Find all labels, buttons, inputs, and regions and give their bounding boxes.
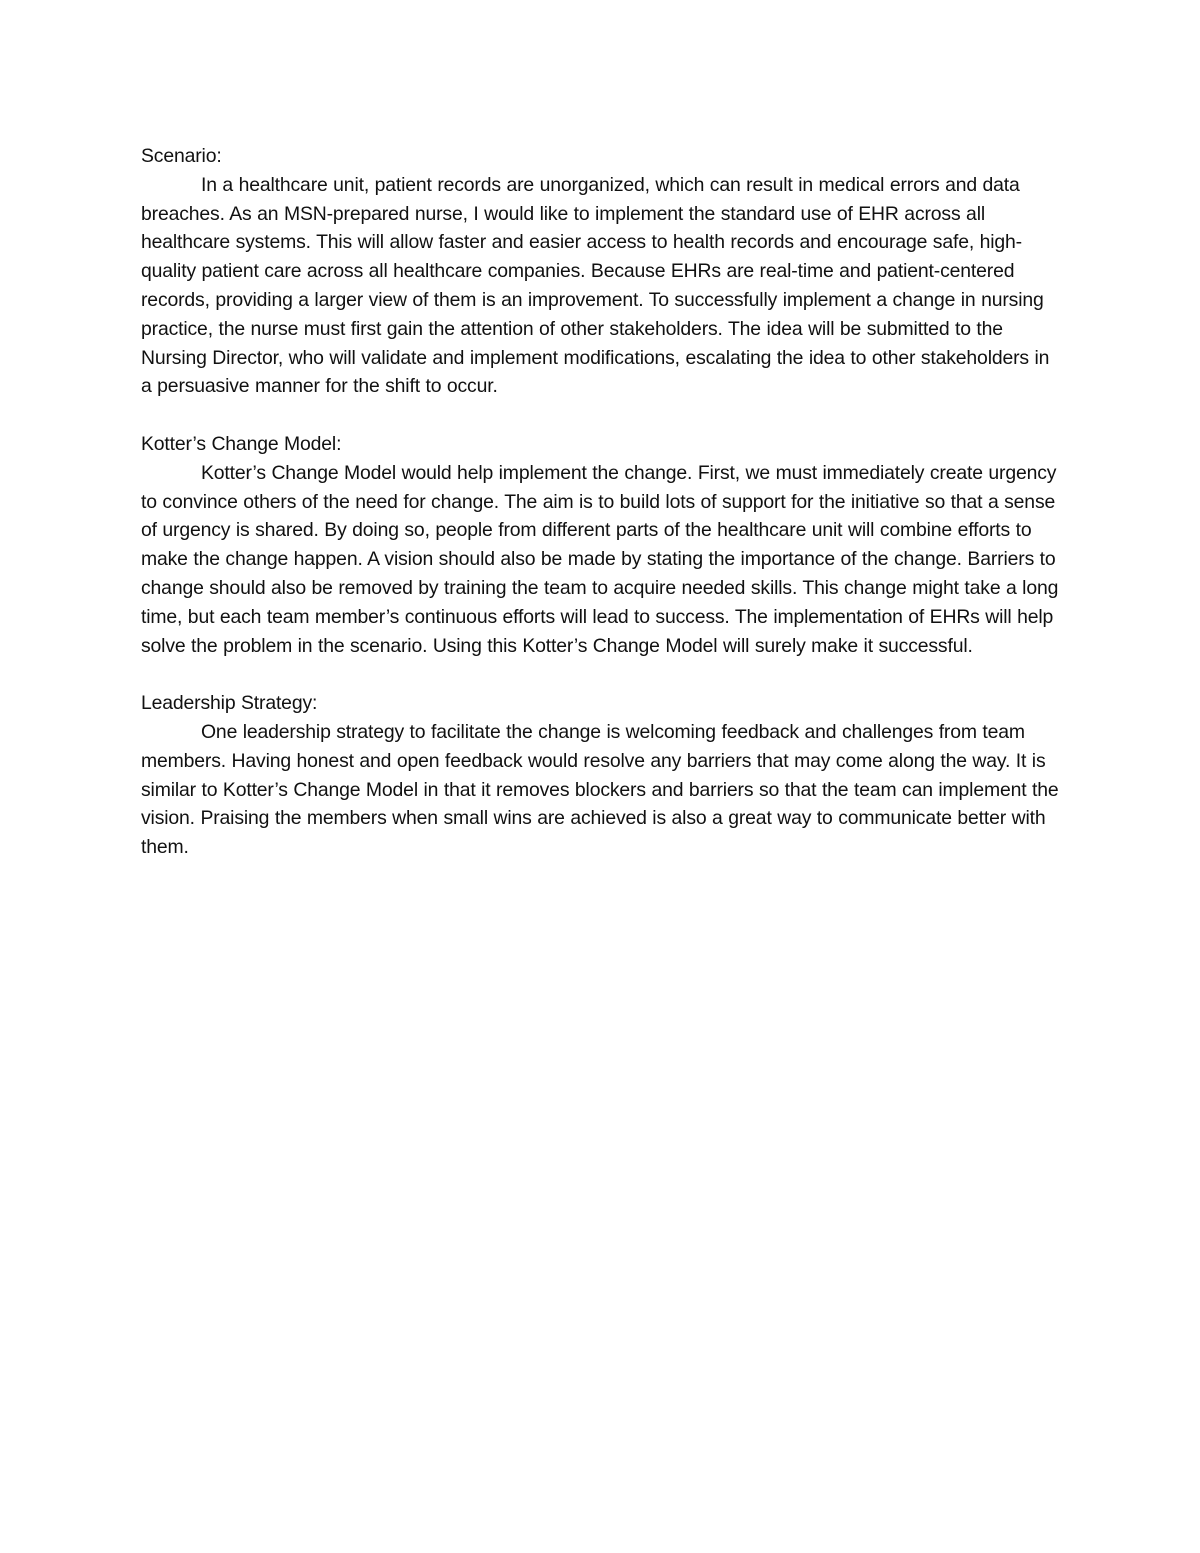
section-leadership-strategy — [141, 689, 1061, 862]
section-heading: Leadership Strategy: — [141, 692, 318, 715]
section-paragraph: In a healthcare unit, patient records are unorganized, which can result in medical errors and data breaches. As an MSN-prepared nurse, I would like to implement the standard use of EHR across all healthcare systems. This will allow faster and easier access to health records and encourage safe, high-quality patient care across all healthcare companies. Because EHRs are real-time and patient-centered records, providing a larger view of them is an improvement. To successfully implement a change in nursing practice, the nurse must first gain the attention of other stakeholders. The idea will be submitted to the Nursing Director, who will validate and implement modifications, escalating the idea to other stakeholders in a persuasive manner for the shift to occur. — [141, 173, 1050, 398]
section-heading: Scenario: — [141, 145, 222, 167]
section-scenario — [141, 142, 1061, 401]
section-kotters-change-model — [141, 430, 1061, 660]
section-paragraph: Kotter’s Change Model would help implement the change. First, we must immediately create urgency to convince others of the need for change. The aim is to build lots of support for the initiative so that a sense of urgency is shared. By doing so, people from different parts of the healthcare unit will combine efforts to make the change happen. A vision should also be made by stating the importance of the change. Barriers to change should also be removed by training the team to acquire needed skills. This change might take a long time, but each team member’s continuous efforts will lead to success. The implementation of EHRs will help solve the problem in the scenario. Using this Kotter’s Change Model will surely make it successful. — [141, 461, 1059, 657]
section-paragraph: One leadership strategy to facilitate the change is welcoming feedback and challenges from team members. Having honest and open feedback would resolve any barriers that may come along the way. It is similar to Kotter’s Change Model in that it removes blockers and barriers so that the team can implement the vision. Praising the members when small wins are achieved is also a great way to communicate better with them. — [141, 720, 1059, 859]
document-body — [141, 142, 1061, 891]
section-heading: Kotter’s Change Model: — [141, 432, 342, 455]
